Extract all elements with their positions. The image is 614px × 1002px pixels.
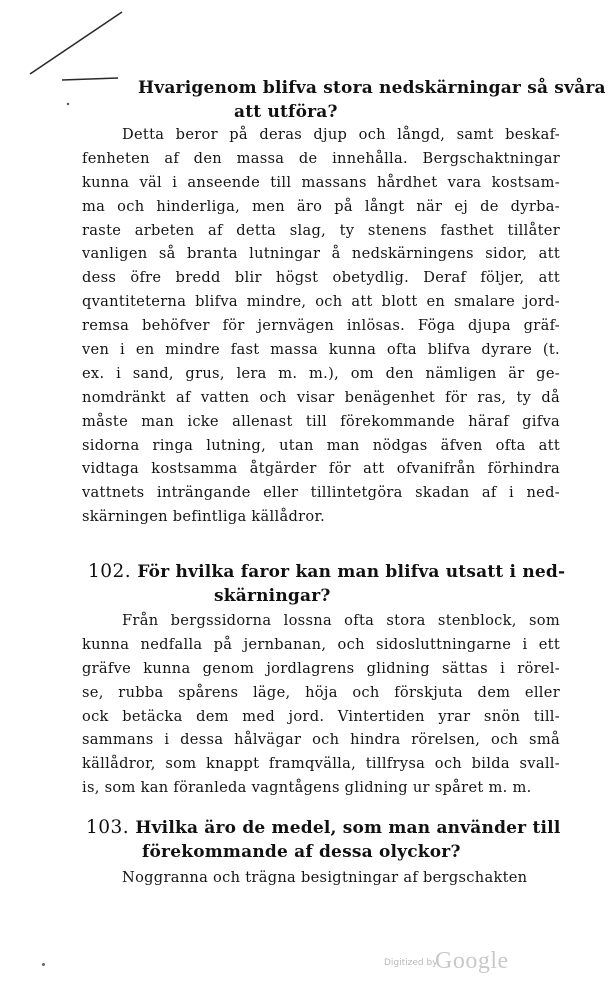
- text-line: kunna väl i anseende till massans hårdhet vara kostsam-: [82, 173, 560, 191]
- text-line: källådror, som knappt framqvälla, tillfrysa och bilda svall-: [82, 755, 560, 773]
- text-line: vattnets inträngande eller tillintetgöra skadan af i ned-: [82, 484, 560, 502]
- watermark-prefix: Digitized by: [384, 958, 438, 968]
- answer-paragraph: [82, 866, 560, 890]
- text-line: is, som kan föranleda vagntågens glidning ur spåret m. m.: [82, 779, 532, 797]
- question-line: Hvarigenom blifva stora nedskärningar så svåra: [138, 78, 606, 98]
- question-line: [86, 816, 561, 840]
- question-line: att utföra?: [234, 102, 338, 122]
- text-line: remsa behöfver för jernvägen inlösas. Föga djupa gräf-: [82, 317, 560, 335]
- text-line: ven i en mindre fast massa kunna ofta blifva dyrare (t.: [82, 341, 560, 359]
- pencil-stroke-diagonal: [30, 12, 122, 74]
- question-text: För hvilka faror kan man blifva utsatt i ned-: [137, 562, 566, 582]
- text-line: fenheten af den massa de innehålla. Bergschaktningar: [82, 149, 560, 167]
- question-line: förekommande af dessa olyckor?: [142, 842, 461, 862]
- question-number: 103.: [86, 817, 130, 838]
- question-number: 102.: [88, 561, 132, 582]
- ink-speck: [67, 103, 69, 105]
- text-line: skärningen befintliga källådror.: [82, 508, 326, 526]
- text-line: dess öfre bredd blir högst obetydlig. Deraf följer, att: [82, 269, 560, 287]
- ink-speck: [42, 963, 45, 966]
- text-line: ma och hinderliga, men äro på långt när ej de dyrba-: [82, 197, 560, 215]
- text-line: nomdränkt af vatten och visar benägenhet för ras, ty då: [82, 388, 560, 406]
- answer-paragraph: [82, 123, 560, 529]
- text-line: gräfve kunna genom jordlagrens glidning sättas i rörel-: [82, 659, 560, 677]
- text-line: Från bergssidorna lossna ofta stora stenblock, som: [122, 612, 560, 629]
- text-line: qvantiteterna blifva mindre, och att blott en smalare jord-: [82, 293, 560, 311]
- text-line: se, rubba spårens läge, höja och förskjuta dem eller: [82, 683, 560, 701]
- text-line: raste arbeten af detta slag, ty stenens fasthet tillåter: [82, 221, 560, 239]
- question-line: [88, 560, 566, 584]
- question-text: Hvilka äro de medel, som man använder till: [135, 818, 561, 838]
- text-line: sidorna ringa lutning, utan man nödgas äfven ofta att: [82, 436, 560, 454]
- text-line: måste man icke allenast till förekommande häraf gifva: [82, 412, 560, 430]
- pencil-stroke-horizontal: [62, 78, 118, 80]
- answer-paragraph: [82, 609, 560, 800]
- question-heading: [138, 76, 606, 124]
- question-heading: [86, 816, 561, 864]
- text-line: ock betäcka dem med jord. Vintertiden yrar snön till-: [82, 707, 560, 725]
- text-line: vanligen så branta lutningar å nedskärningens sidor, att: [82, 245, 560, 263]
- text-line: ex. i sand, grus, lera m. m.), om den nämligen är ge-: [82, 364, 560, 382]
- text-line: kunna nedfalla på jernbanan, och sidosluttningarne i ett: [82, 635, 560, 653]
- text-line: Noggranna och trägna besigtningar af bergschakten: [122, 869, 528, 886]
- text-line: Detta beror på deras djup och långd, samt beskaf-: [122, 126, 560, 143]
- text-line: vidtaga kostsamma åtgärder för att ofvanifrån förhindra: [82, 460, 560, 478]
- question-line: skärningar?: [214, 586, 331, 606]
- question-heading: [88, 560, 566, 608]
- watermark-logo: Google: [435, 948, 509, 974]
- text-line: sammans i dessa hålvägar och hindra rörelsen, och små: [82, 731, 560, 749]
